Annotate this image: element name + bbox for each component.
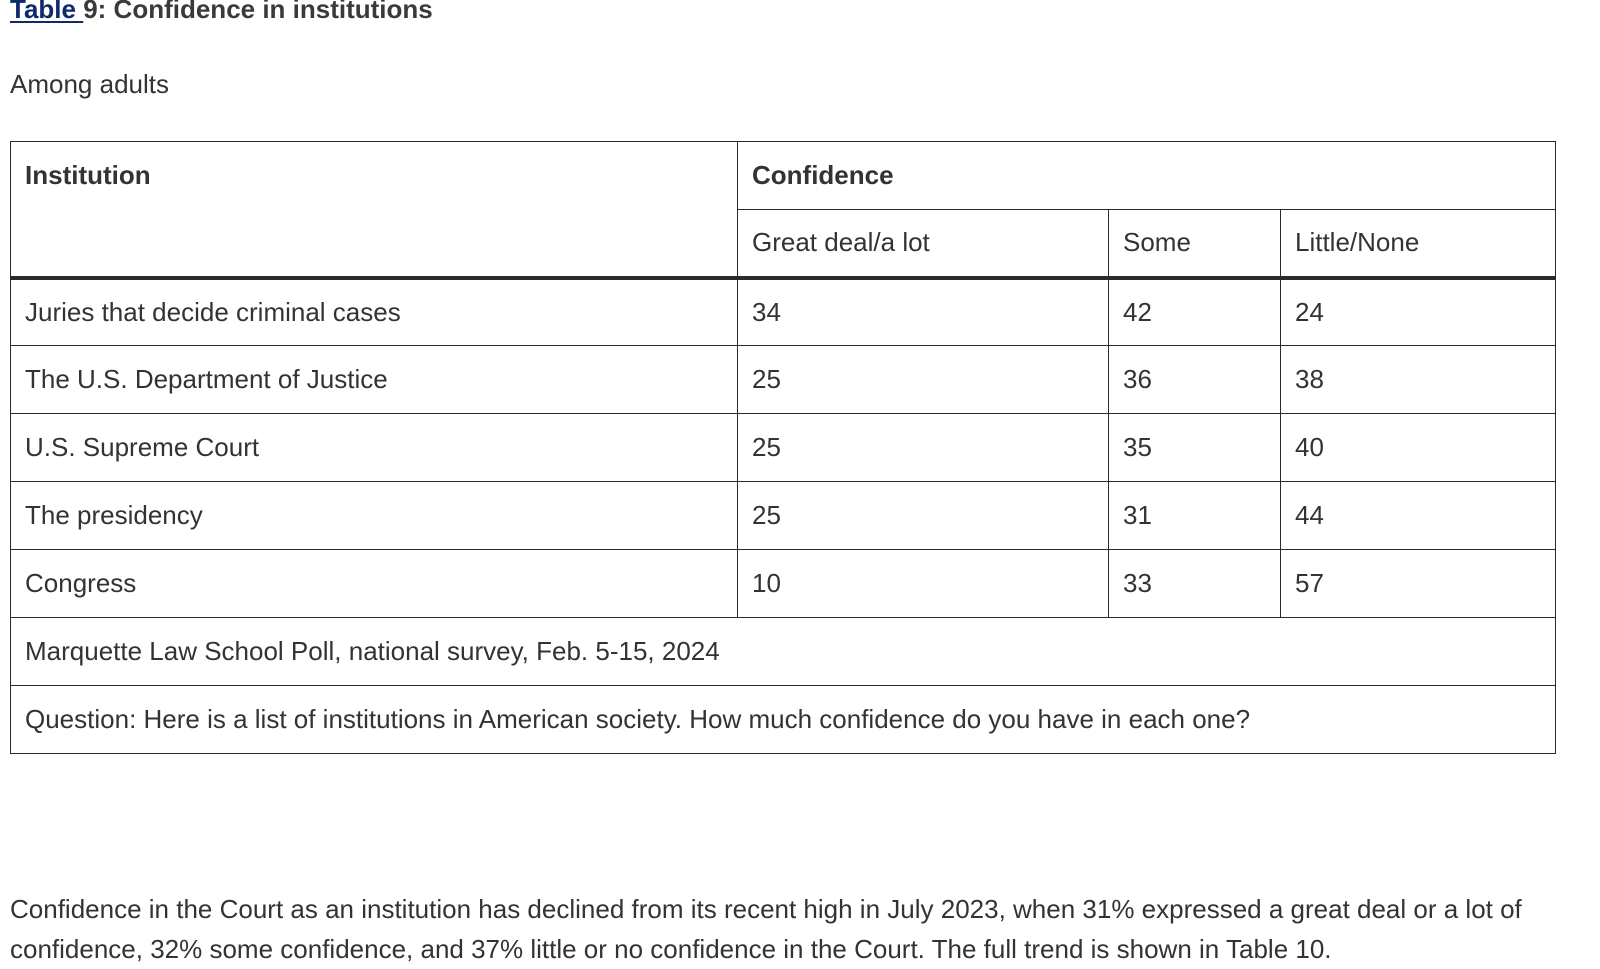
great-deal-cell: 25 — [738, 346, 1109, 414]
table-title-text: 9: Confidence in institutions — [83, 0, 433, 24]
institution-cell: U.S. Supreme Court — [11, 414, 738, 482]
institution-cell: The U.S. Department of Justice — [11, 346, 738, 414]
question-row — [11, 686, 1556, 754]
table-subtitle: Among adults — [10, 69, 169, 99]
some-cell: 36 — [1109, 346, 1281, 414]
table-row — [11, 346, 1556, 414]
great-deal-cell: 34 — [738, 278, 1109, 346]
institution-cell: Congress — [11, 550, 738, 618]
little-none-cell: 38 — [1281, 346, 1556, 414]
body-paragraph: Confidence in the Court as an institution has declined from its recent high in July 2023, when 31% expressed a great deal or a lot of confidence, 32% some confidence, and 37% little or no confidence in the Court. The full trend is shown in Table 10. — [10, 894, 1522, 964]
some-cell: 35 — [1109, 414, 1281, 482]
subheader-little-none: Little/None — [1281, 210, 1556, 278]
some-cell: 33 — [1109, 550, 1281, 618]
table-link[interactable]: Table — [10, 0, 84, 24]
little-none-cell: 57 — [1281, 550, 1556, 618]
source-row — [11, 618, 1556, 686]
little-none-cell: 24 — [1281, 278, 1556, 346]
question-note: Question: Here is a list of institutions in American society. How much confidence do you have in each one? — [11, 686, 1556, 754]
table-row — [11, 482, 1556, 550]
source-note: Marquette Law School Poll, national survey, Feb. 5-15, 2024 — [11, 618, 1556, 686]
header-confidence: Confidence — [738, 142, 1556, 210]
subheader-great-deal: Great deal/a lot — [738, 210, 1109, 278]
some-cell: 31 — [1109, 482, 1281, 550]
header-institution: Institution — [11, 142, 738, 278]
table-row — [11, 278, 1556, 346]
some-cell: 42 — [1109, 278, 1281, 346]
great-deal-cell: 25 — [738, 482, 1109, 550]
institution-cell: The presidency — [11, 482, 738, 550]
great-deal-cell: 25 — [738, 414, 1109, 482]
table-row — [11, 414, 1556, 482]
table-row — [11, 550, 1556, 618]
little-none-cell: 40 — [1281, 414, 1556, 482]
institution-cell: Juries that decide criminal cases — [11, 278, 738, 346]
table-title — [10, 0, 433, 26]
subheader-some: Some — [1109, 210, 1281, 278]
little-none-cell: 44 — [1281, 482, 1556, 550]
confidence-table — [10, 141, 1556, 754]
great-deal-cell: 10 — [738, 550, 1109, 618]
